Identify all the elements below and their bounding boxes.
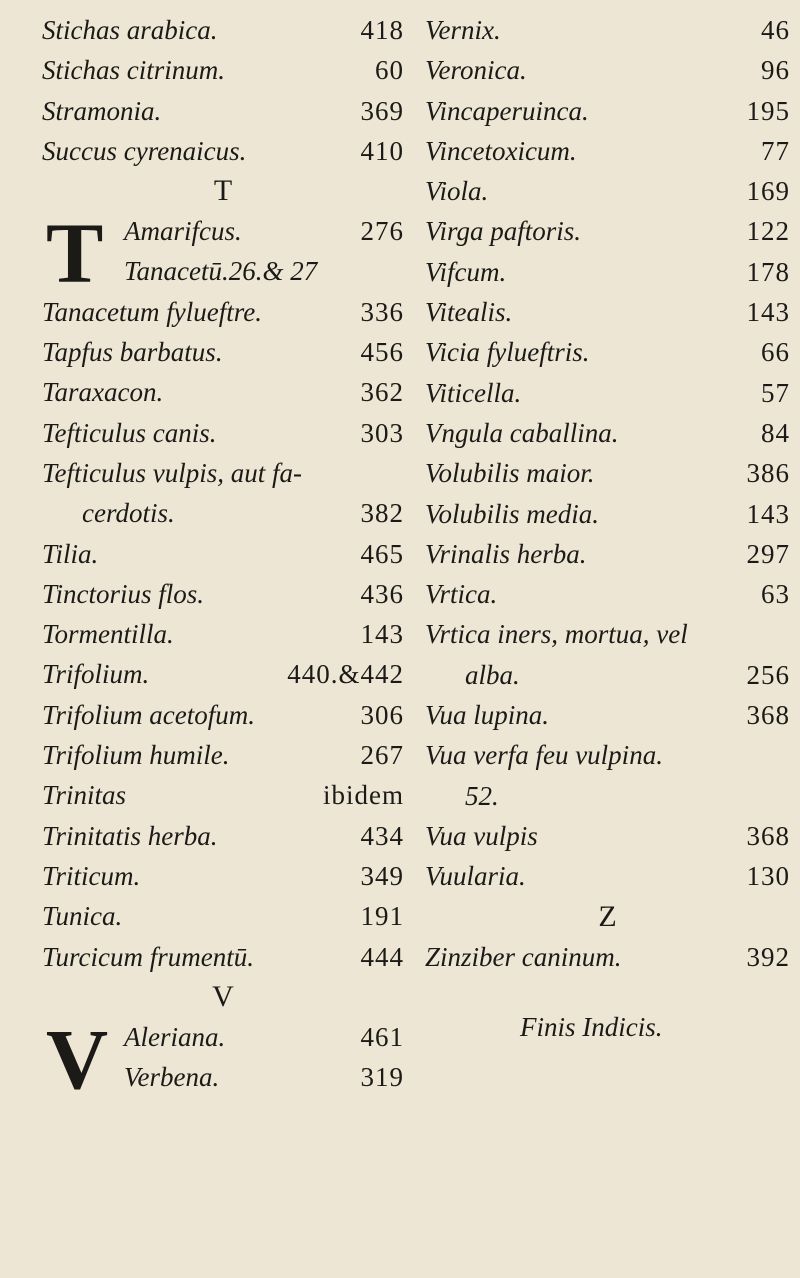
index-entry xyxy=(42,816,404,856)
entry-page: 143 xyxy=(746,498,790,529)
entry-name: Vngula caballina. xyxy=(425,417,619,448)
entry-page: 256 xyxy=(746,659,790,690)
entry-page: 122 xyxy=(746,216,790,247)
entry-page: 57 xyxy=(761,377,790,408)
index-entry xyxy=(425,292,790,332)
left-entries-a xyxy=(42,10,404,171)
entry-page: 418 xyxy=(360,15,404,45)
index-entry xyxy=(42,735,404,775)
entry-name: Trifolium. xyxy=(42,659,150,690)
entry-page: 336 xyxy=(360,296,404,327)
entry-name: cerdotis. xyxy=(82,498,175,529)
entry-page: 368 xyxy=(746,700,790,731)
entry-page: 191 xyxy=(360,901,404,932)
entry-name: Vrtica iners, mortua, vel xyxy=(425,619,688,650)
entry-page: 382 xyxy=(360,498,404,529)
finis-text: Finis Indicis. xyxy=(520,1011,663,1042)
index-entry xyxy=(425,373,790,413)
entry-name: Vua lupina. xyxy=(425,700,549,731)
index-entry xyxy=(42,413,404,453)
finis-line xyxy=(425,1007,790,1047)
index-entry xyxy=(42,292,404,332)
right-entries-a xyxy=(425,10,790,897)
index-entry xyxy=(425,695,790,735)
entry-page: 369 xyxy=(360,95,404,126)
entry-name: Trinitas xyxy=(42,780,127,811)
entry-page: 84 xyxy=(761,417,790,448)
index-entry xyxy=(425,332,790,372)
entry-name: 52. xyxy=(465,780,499,811)
index-entry xyxy=(425,413,790,453)
entry-name: Vicia fylueftris. xyxy=(425,337,590,368)
entry-name: Tunica. xyxy=(42,901,123,932)
index-entry xyxy=(42,332,404,372)
entry-name: Stramonia. xyxy=(42,95,162,126)
index-entry xyxy=(42,614,404,654)
entry-name: Viticella. xyxy=(425,377,522,408)
index-entry xyxy=(42,251,404,291)
drop-cap-block-v xyxy=(42,1010,404,1107)
index-entry xyxy=(42,10,404,50)
index-entry xyxy=(42,695,404,735)
index-entry xyxy=(42,453,404,493)
index-entry xyxy=(42,91,404,131)
drop-cap-t: T xyxy=(46,205,104,302)
entry-page: 66 xyxy=(761,337,790,368)
index-entry xyxy=(42,896,404,936)
entry-page: 456 xyxy=(360,337,404,368)
entry-name: Succus cyrenaicus. xyxy=(42,135,247,166)
entry-page: 276 xyxy=(360,216,404,247)
right-entries-z xyxy=(425,937,790,977)
entry-page: 143 xyxy=(746,297,790,328)
entry-page: 461 xyxy=(360,1021,404,1052)
entry-page: 368 xyxy=(746,820,790,851)
entry-name: Trifolium acetofum. xyxy=(42,699,256,730)
entry-page: 444 xyxy=(360,941,404,972)
section-heading-v: V xyxy=(212,979,234,1013)
entry-name: Vernix. xyxy=(425,15,501,45)
entry-page: ibidem xyxy=(323,780,404,811)
entry-page: 169 xyxy=(746,176,790,207)
entry-name: Tanacetū.26.& 27 xyxy=(124,256,318,287)
entry-name: Volubilis media. xyxy=(425,498,599,529)
entry-name: Tinctorius flos. xyxy=(42,578,205,609)
entry-page: 440.&442 xyxy=(287,659,404,690)
index-entry xyxy=(42,654,404,694)
entry-page: 436 xyxy=(360,578,404,609)
entry-name: Vua vulpis xyxy=(425,820,538,851)
index-entry xyxy=(425,856,790,896)
index-entry xyxy=(42,856,404,896)
entry-name: Trifolium humile. xyxy=(42,740,230,771)
index-entry xyxy=(425,91,790,131)
entry-name: Tanacetum fylueftre. xyxy=(42,296,262,327)
entry-name: Tapfus barbatus. xyxy=(42,337,223,368)
index-entry xyxy=(425,50,790,90)
entry-name: Vitealis. xyxy=(425,297,513,328)
entry-name: Triticum. xyxy=(42,860,141,891)
entry-name: alba. xyxy=(465,659,520,690)
index-entry xyxy=(42,775,404,815)
entry-page: 410 xyxy=(360,135,404,166)
entry-name: Vua verfa feu vulpina. xyxy=(425,740,663,771)
index-entry xyxy=(425,131,790,171)
index-entry xyxy=(425,10,790,50)
entry-name: Vrinalis herba. xyxy=(425,538,587,569)
entry-name: Viola. xyxy=(425,176,489,207)
entry-name: Tormentilla. xyxy=(42,619,174,650)
index-entry xyxy=(42,50,404,90)
entry-page: 297 xyxy=(746,538,790,569)
index-entry xyxy=(425,735,790,775)
index-entry xyxy=(425,494,790,534)
entry-name: Tefticulus canis. xyxy=(42,417,217,448)
entry-page: 96 xyxy=(761,55,790,86)
index-entry xyxy=(42,574,404,614)
entry-page: 195 xyxy=(746,95,790,126)
entry-page: 130 xyxy=(746,861,790,892)
right-column xyxy=(425,10,790,1047)
entry-name: Amarifcus. xyxy=(124,216,242,247)
entry-name: Verbena. xyxy=(124,1062,220,1093)
entry-page: 143 xyxy=(360,619,404,650)
section-heading-t: T xyxy=(213,174,233,208)
entry-page: 63 xyxy=(761,579,790,610)
entry-page: 465 xyxy=(360,538,404,569)
index-entry xyxy=(425,211,790,251)
entry-page: 392 xyxy=(746,941,790,972)
index-entry xyxy=(425,534,790,574)
entry-name: Zinziber caninum. xyxy=(425,941,622,972)
index-entry xyxy=(425,776,790,816)
entry-name: Tefticulus vulpis, aut fa- xyxy=(42,457,303,488)
index-entry xyxy=(42,937,404,977)
index-entry xyxy=(425,252,790,292)
entry-name: Turcicum frumentū. xyxy=(42,941,254,972)
entry-name: Vrtica. xyxy=(425,579,498,610)
entry-name: Aleriana. xyxy=(124,1021,226,1052)
entry-page: 306 xyxy=(360,699,404,730)
index-entry xyxy=(42,211,404,251)
left-column xyxy=(42,10,404,1107)
index-entry xyxy=(425,574,790,614)
drop-cap-v: V xyxy=(46,1010,109,1107)
entry-name: Stichas citrinum. xyxy=(42,55,225,86)
drop-cap-block-t xyxy=(42,205,404,302)
entry-name: Virga paftoris. xyxy=(425,216,582,247)
entry-page: 60 xyxy=(375,55,404,86)
entry-page: 77 xyxy=(761,135,790,166)
entry-page: 319 xyxy=(360,1062,404,1093)
entry-name: Stichas arabica. xyxy=(42,15,218,45)
entry-page: 434 xyxy=(360,820,404,851)
index-entry xyxy=(42,534,404,574)
index-entry xyxy=(42,372,404,412)
entry-page: 349 xyxy=(360,860,404,891)
entry-name: Tilia. xyxy=(42,538,99,569)
left-entries-b xyxy=(42,292,404,977)
section-heading-z: Z xyxy=(598,899,617,933)
entry-name: Vincetoxicum. xyxy=(425,135,577,166)
index-entry xyxy=(425,614,790,654)
entry-name: Vifcum. xyxy=(425,256,507,287)
index-entry xyxy=(425,453,790,493)
entry-name: Vincaperuinca. xyxy=(425,95,589,126)
entry-page: 178 xyxy=(746,256,790,287)
entry-page: 303 xyxy=(360,417,404,448)
index-entry xyxy=(425,171,790,211)
index-entry xyxy=(425,816,790,856)
index-entry xyxy=(42,1057,404,1097)
entry-page: 267 xyxy=(360,740,404,771)
index-entry xyxy=(42,1017,404,1057)
entry-page: 362 xyxy=(360,377,404,408)
index-entry xyxy=(425,937,790,977)
entry-name: Taraxacon. xyxy=(42,377,164,408)
entry-page: 46 xyxy=(761,15,790,45)
index-entry xyxy=(42,493,404,533)
entry-name: Veronica. xyxy=(425,55,527,86)
entry-name: Trinitatis herba. xyxy=(42,820,218,851)
index-entry xyxy=(42,131,404,171)
index-entry xyxy=(425,655,790,695)
entry-name: Vuularia. xyxy=(425,861,526,892)
entry-page: 386 xyxy=(746,458,790,489)
entry-name: Volubilis maior. xyxy=(425,458,595,489)
